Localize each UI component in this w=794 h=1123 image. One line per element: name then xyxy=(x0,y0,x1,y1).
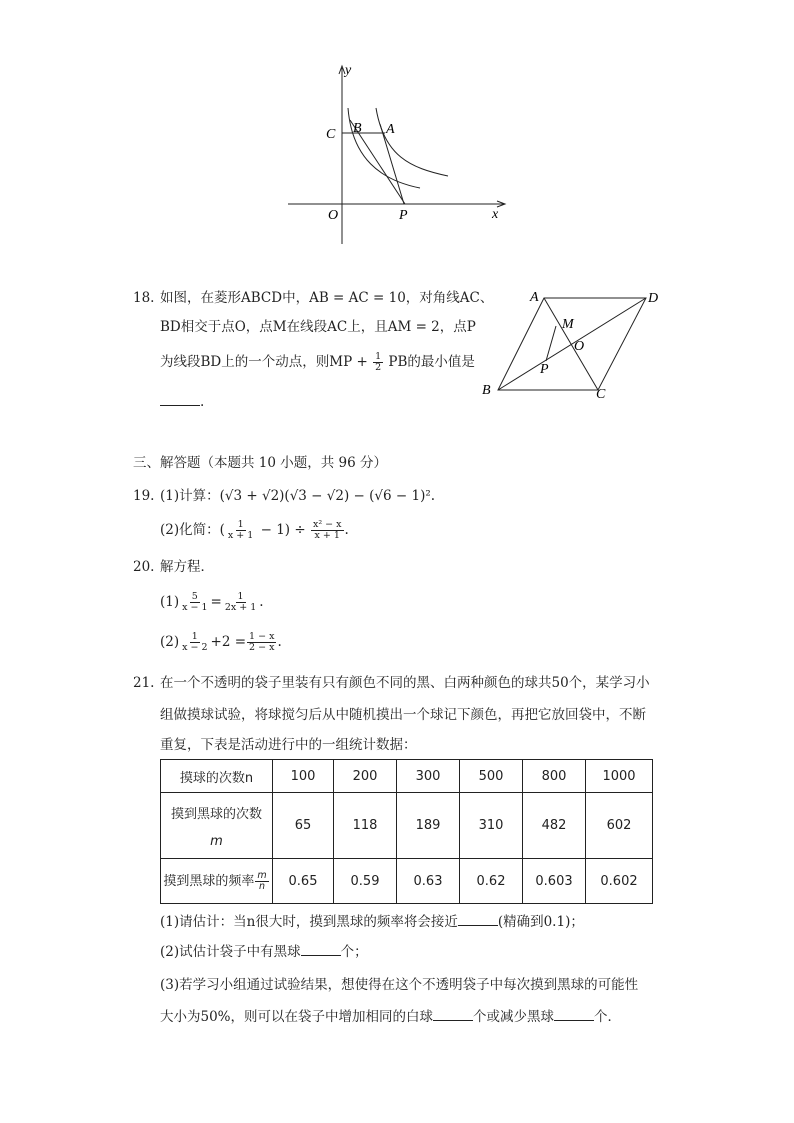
q18-line3 xyxy=(160,352,475,373)
q21-part1-text-b: (精确到0.1)； xyxy=(497,914,584,930)
q19-part2 xyxy=(160,520,349,541)
curve-through-a xyxy=(376,108,448,176)
table-row xyxy=(161,760,653,793)
label-m2: M xyxy=(562,317,574,332)
table-row xyxy=(161,859,653,904)
trials-cell: 300 xyxy=(397,760,460,793)
q20-e1-right xyxy=(223,592,258,613)
frequency-cell: 0.65 xyxy=(273,859,334,904)
curve-through-b xyxy=(348,108,420,188)
q20-e2-label: (2) xyxy=(160,634,180,650)
q19-frac2-num: x² − x xyxy=(312,519,342,530)
label-y: y xyxy=(345,63,352,78)
black-count-cell: 602 xyxy=(586,793,653,859)
q20-e1-end: . xyxy=(259,594,264,610)
frac-m: m xyxy=(257,870,267,881)
q21-part3-line2 xyxy=(160,1006,621,1027)
q19-number: 19. xyxy=(133,488,155,504)
label-c2: C xyxy=(596,387,606,402)
q20-e2-right-den: 2 − x xyxy=(249,642,275,653)
q21-part3-text-c: 个． xyxy=(594,1009,622,1025)
section3-heading: 三、解答题（本题共 10 小题，共 96 分） xyxy=(133,455,388,471)
frequency-cell: 0.602 xyxy=(586,859,653,904)
q18-line1: 如图，在菱形ABCD中，AB = AC = 10，对角线AC、 xyxy=(160,290,494,306)
q20-e2-left-den: x − 2 xyxy=(182,642,208,653)
q18-end: . xyxy=(200,394,205,410)
q18-text-b: PB的最小值是 xyxy=(388,354,475,370)
label-d2: D xyxy=(648,291,659,306)
q18-line2: BD相交于点O，点M在线段AC上，且AM = 2，点P xyxy=(160,319,476,335)
frequency-cell: 0.59 xyxy=(334,859,397,904)
trials-cell: 800 xyxy=(523,760,586,793)
frequency-cell: 0.62 xyxy=(460,859,523,904)
q20-number: 20. xyxy=(133,559,155,575)
q21-part3-line1: (3)若学习小组通过试验结果，想使得在这个不透明袋子中每次摸到黑球的可能性 xyxy=(160,977,639,993)
label-o: O xyxy=(328,208,339,223)
q19-part1 xyxy=(160,486,435,506)
label-b: B xyxy=(353,121,362,136)
q21-part2 xyxy=(160,941,368,962)
label-p: P xyxy=(399,208,408,223)
q20-e1-eq: = xyxy=(210,594,222,610)
q18-fraction xyxy=(373,352,383,373)
label-a2: A xyxy=(530,290,539,305)
header-black-count-text: 摸到黑球的次数 xyxy=(170,806,262,822)
q21-line2: 组做摸球试验，将球搅匀后从中随机摸出一个球记下颜色，再把它放回袋中，不断 xyxy=(160,707,646,723)
q21-part2-blank[interactable] xyxy=(301,941,341,956)
label-a: A xyxy=(386,122,395,137)
q19-frac1-den: x + 1 xyxy=(227,530,254,541)
trials-cell: 500 xyxy=(460,760,523,793)
header-frequency-text: 摸到黑球的频率 xyxy=(163,874,255,889)
q20-e1-left xyxy=(180,592,209,613)
stats-table xyxy=(160,759,653,904)
black-count-cell: 482 xyxy=(523,793,586,859)
q18-number: 18. xyxy=(133,290,155,306)
table-row xyxy=(161,793,653,859)
q19-frac2 xyxy=(311,520,344,541)
q21-number: 21. xyxy=(133,675,155,691)
q20-equation2 xyxy=(160,632,282,653)
q21-part1-text: (1)请估计：当n很大时，摸到黑球的频率将会接近 xyxy=(160,914,458,930)
frequency-cell: 0.603 xyxy=(523,859,586,904)
q18-answer-line xyxy=(160,391,204,412)
black-count-cell: 310 xyxy=(460,793,523,859)
q21-line3: 重复，下表是活动进行中的一组统计数据： xyxy=(160,737,417,753)
q20-e2-left-num: 1 xyxy=(191,631,198,642)
graph-figure xyxy=(280,58,510,250)
q20-e2-left xyxy=(180,632,209,653)
q20-e1-left-num: 5 xyxy=(191,591,198,602)
q20-e1-label: (1) xyxy=(160,594,180,610)
q20-equation1 xyxy=(160,592,264,613)
q21-part3-blank-black[interactable] xyxy=(554,1006,594,1021)
q20-e2-mid: +2 = xyxy=(210,634,247,650)
q20-e1-right-den: 2x + 1 xyxy=(224,602,257,613)
header-black-count xyxy=(161,793,273,859)
trials-cell: 100 xyxy=(273,760,334,793)
q19-part2-label: (2)化简： xyxy=(160,522,220,538)
header-frequency xyxy=(161,859,273,904)
q20-e2-right-num: 1 − x xyxy=(249,631,275,642)
label-c: C xyxy=(326,127,336,142)
q18-answer-blank[interactable] xyxy=(160,391,200,406)
q19-part2-mid: − 1) ÷ xyxy=(260,522,306,538)
q19-part1-expr: (√3 + √2)(√3 − √2) − (√6 − 1)². xyxy=(219,488,436,504)
q20-e1-right-num: 1 xyxy=(237,591,244,602)
header-trials: 摸球的次数n xyxy=(161,760,273,793)
q19-frac1 xyxy=(226,520,255,541)
q21-part3-text-a: 大小为50%，则可以在袋子中增加相同的白球 xyxy=(160,1009,434,1025)
q20-e1-left-den: x − 1 xyxy=(182,602,208,613)
trials-cell: 1000 xyxy=(586,760,653,793)
black-count-cell: 118 xyxy=(334,793,397,859)
header-frequency-frac xyxy=(255,871,268,892)
q21-line1: 在一个不透明的袋子里装有只有颜色不同的黑、白两种颜色的球共50个，某学习小 xyxy=(160,675,650,691)
q19-part1-label: (1)计算： xyxy=(160,488,220,504)
q18-frac-num: 1 xyxy=(375,351,382,362)
q21-part2-text: (2)试估计袋子中有黑球 xyxy=(160,944,301,960)
q19-frac1-num: 1 xyxy=(237,519,244,530)
black-count-cell: 65 xyxy=(273,793,334,859)
diagonal-bd xyxy=(498,298,646,390)
header-black-count-var: m xyxy=(210,833,223,849)
q18-frac-den: 2 xyxy=(375,362,382,373)
diagonal-ac xyxy=(544,298,598,390)
frac-n: n xyxy=(258,881,266,892)
label-o2: O xyxy=(574,339,585,354)
label-b2: B xyxy=(482,383,491,398)
q20-e2-end: . xyxy=(277,634,282,650)
q19-part2-open: ( xyxy=(219,522,225,538)
segment-mp xyxy=(546,326,556,361)
q21-part3-text-b: 个或减少黑球 xyxy=(473,1009,555,1025)
q19-part2-end: . xyxy=(344,522,349,538)
q20-e2-right xyxy=(247,632,276,653)
q21-part1-blank[interactable] xyxy=(458,911,498,926)
q21-part2-text-b: 个； xyxy=(340,944,368,960)
frequency-cell: 0.63 xyxy=(397,859,460,904)
q21-part3-blank-white[interactable] xyxy=(433,1006,473,1021)
black-count-cell: 189 xyxy=(397,793,460,859)
q20-title: 解方程． xyxy=(160,559,214,575)
trials-cell: 200 xyxy=(334,760,397,793)
q21-part1 xyxy=(160,911,584,932)
label-x: x xyxy=(492,207,499,222)
q18-text-a: 为线段BD上的一个动点，则MP + xyxy=(160,354,368,370)
rhombus-figure xyxy=(478,286,668,404)
label-p2: P xyxy=(540,362,549,377)
q19-frac2-den: x + 1 xyxy=(314,530,340,541)
